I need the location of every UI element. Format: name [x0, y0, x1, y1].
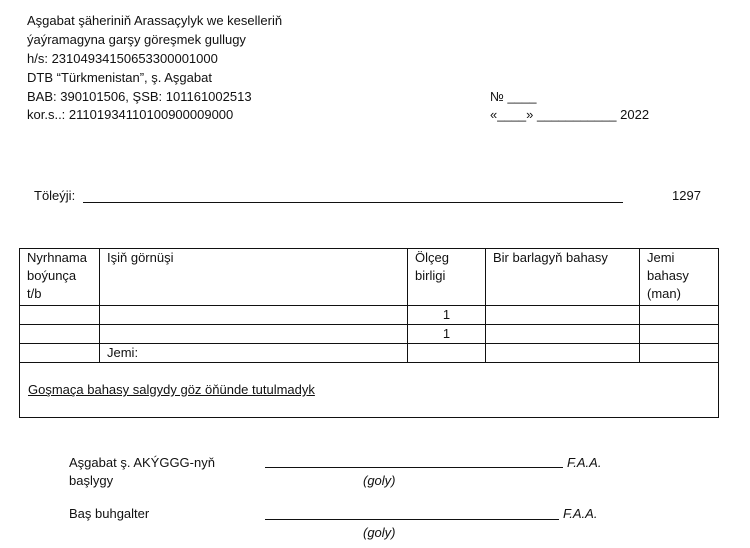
header-unit-line2: birligi [415, 268, 446, 283]
correspondent-account: kor.s..: 21101934110100900009000 [27, 107, 234, 122]
document-number: № ____ [490, 89, 537, 104]
head-title-line1: Aşgabat ş. AKÝGGG-nyň [69, 455, 215, 470]
cell-total[interactable] [640, 325, 719, 344]
table-row [20, 325, 719, 344]
services-table [19, 248, 719, 418]
bank-codes: BAB: 390101506, ŞSB: 101161002513 [27, 89, 252, 104]
accountant-signature-line[interactable] [265, 519, 559, 520]
bank-name: DTB “Türkmenistan”, ş. Aşgabat [27, 70, 212, 85]
table-note-cell [20, 363, 719, 418]
cell-unit[interactable]: 1 [408, 306, 486, 325]
account-number: h/s: 23104934150653300001000 [27, 51, 218, 66]
payer-fill-line[interactable] [83, 202, 623, 203]
cell-total-unit-price [486, 344, 640, 363]
header-total-price [640, 249, 719, 306]
header-unit [408, 249, 486, 306]
table-header-row [20, 249, 719, 306]
cell-work-type[interactable] [100, 306, 408, 325]
cell-unit-price[interactable] [486, 325, 640, 344]
header-tariff-line3: t/b [27, 286, 42, 301]
table-row [20, 306, 719, 325]
head-signature-line[interactable] [265, 467, 563, 468]
cell-total[interactable] [640, 306, 719, 325]
accountant-signature-caption: (goly) [363, 525, 396, 540]
payer-number: 1297 [672, 188, 701, 203]
org-name-line1: Aşgabat şäheriniň Arassaçylyk we keselleriň [27, 13, 283, 28]
cell-unit[interactable]: 1 [408, 325, 486, 344]
total-label: Jemi: [100, 344, 408, 363]
header-unit-price: Bir barlagyň bahasy [486, 249, 640, 306]
table-note-row [20, 363, 719, 418]
header-tariff-line1: Nyrhnama [27, 250, 87, 265]
header-tariff-line2: boýunça [27, 268, 77, 283]
header-unit-line1: Ölçeg [415, 250, 449, 265]
cell-work-type[interactable] [100, 325, 408, 344]
vat-note: Goşmaça bahasy salgydy göz öňünde tutulmadyk [28, 382, 315, 397]
header-total-line2: bahasy [647, 268, 689, 283]
payer-label: Töleýji: [34, 188, 76, 203]
cell-total-empty [20, 344, 100, 363]
cell-total-sum[interactable] [640, 344, 719, 363]
table-total-row [20, 344, 719, 363]
org-name-line2: ýaýramagyna garşy göreşmek gullugy [27, 32, 246, 47]
head-fio: F.A.A. [567, 455, 602, 470]
header-total-line3: (man) [647, 286, 681, 301]
cell-unit-price[interactable] [486, 306, 640, 325]
document-date: «____» ___________ 2022 [490, 107, 650, 122]
cell-tariff[interactable] [20, 306, 100, 325]
head-signature-caption: (goly) [363, 473, 396, 488]
cell-total-unit [408, 344, 486, 363]
cell-tariff[interactable] [20, 325, 100, 344]
header-total-line1: Jemi [647, 250, 675, 265]
accountant-title: Baş buhgalter [69, 506, 150, 521]
header-tariff-number [20, 249, 100, 306]
accountant-fio: F.A.A. [563, 506, 598, 521]
header-work-type: Işiň görnüşi [100, 249, 408, 306]
head-title-line2: başlygy [69, 473, 114, 488]
